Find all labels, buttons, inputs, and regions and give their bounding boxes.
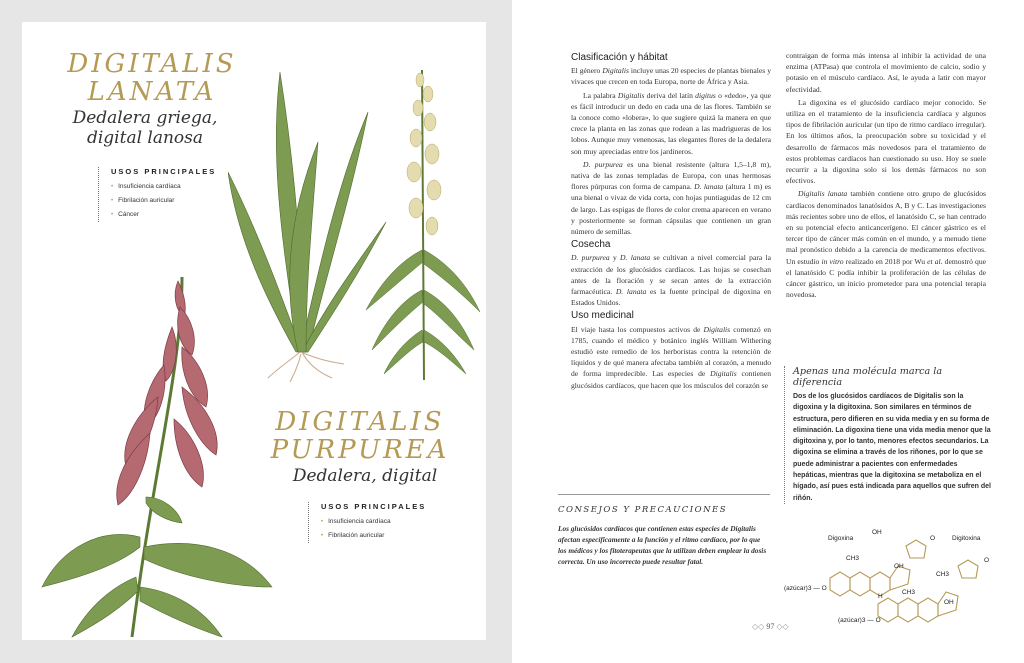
tips-box: [558, 494, 770, 567]
use-item: • Fibrilación auricular: [111, 194, 216, 208]
diagram-label-oh: OH: [944, 599, 954, 606]
column-right: [786, 50, 986, 302]
diagram-label-oh: OH: [894, 563, 904, 570]
digoxin-digitoxin-structures-diagram: [780, 516, 1005, 631]
ornament-right-icon: ◇◇: [776, 622, 789, 631]
diagram-label-ch3: CH3: [936, 571, 950, 578]
ornament-left-icon: ◇◇: [752, 622, 765, 631]
body-paragraph: El viaje hasta los compuestos activos de Digitalis comenzó en 1785, cuando el médico y botánico inglés William Withering estudió este remedio de los herboristas contra la retención de líquidos y de qué manera afectaba también al corazón, a menudo de forma impredecible. Las especies de Digitalis contienen glucósidos cardíacos, que hacen que los músculos del corazón se: [571, 324, 772, 390]
purpurea-title: [260, 408, 460, 464]
section-heading-clasificacion: Clasificación y hábitat: [571, 52, 668, 63]
purpurea-uses-heading: USOS PRINCIPALES: [321, 502, 427, 511]
diagram-label-o: O: [984, 557, 990, 564]
left-page-panel: [22, 22, 486, 640]
body-paragraph: El género Digitalis incluye unas 20 especies de plantas bienales y vivaces que crecen en toda Europa, norte de África y Asia.: [571, 66, 771, 87]
body-paragraph: D. purpurea es una bienal resistente (altura 1,5–1,8 m), nativa de las zonas templadas de Europa, con unas hermosas flores púrpuras con forma de campana. D. lanata (altura 1 m) es una bienal o vivaz de vida corta, con hojas puntiagudas de 12 cm de largo. Las espigas de flores de color crema aparecen en verano y posteriormente se forman cápsulas que contienen un gran número de semillas.: [571, 159, 771, 237]
lanata-uses-list: [111, 180, 216, 222]
lanata-title: [52, 50, 252, 106]
page-number-value: 97: [766, 622, 775, 631]
use-item: • Insuficiencia cardíaca: [321, 515, 426, 529]
diagram-label-ch3: CH3: [846, 555, 860, 562]
body-paragraph: La digoxina es el glucósido cardíaco mejor conocido. Se utiliza en el tratamiento de la insuficiencia cardíaca y algunos tipos de fibrilación auricular (un tipo de ritmo cardíaco irregular). En los últimos años, la preocupación sobre su toxicidad y el desarrollo de fármacos más novedosos para el tratamiento de estos problemas cardíacos han cuestionado su uso. Hoy se suele recurrir a la digoxina solo si los demás fármacos no son efectivos.: [786, 97, 986, 186]
purpurea-title-line1: DIGITALIS: [275, 407, 445, 437]
diagram-label-ch3: CH3: [902, 589, 916, 596]
diagram-label-o: O: [930, 535, 936, 542]
use-item: • Insuficiencia cardíaca: [111, 180, 216, 194]
section-heading-cosecha: Cosecha: [571, 239, 611, 251]
callout-heading: Apenas una molécula marca la diferencia: [793, 366, 943, 388]
digitalis-lanata-spike-illustration: [362, 50, 482, 390]
lanata-uses-heading: USOS PRINCIPALES: [111, 167, 217, 176]
lanata-uses: [98, 167, 216, 222]
body-paragraph: Digitalis lanata también contiene otro grupo de glucósidos cardíacos denominados lanatósidos A, B y C. Las investigaciones más recientes sobre uno de ellos, el lanatósido C, se han centrado en su potencial efecto anticancerígeno. El cáncer gástrico es el tercer tipo de cáncer más común en el mundo, y a menudo tiene mal pronóstico debido a la carencia de medicamentos efectivos. Un estudio in vitro realizado en 2018 por Wu et al. demostró que el lanatósido C podía inhibir la proliferación de las células de cáncer gástrico, un inicio prometedor para una potencial terapia novedosa.: [786, 189, 987, 300]
body-paragraph: La palabra Digitalis deriva del latín digitus o «dedo», ya que es fácil introducir un dedo en cada una de las flores. También se la conoce como «lobera», lo que sugiere quizá la manera en que crece la planta en las zonas que rodean a las madrigueras de los lobos. Aunque muy venenosas, las elegantes flores de la dedalera son muy apreciadas entre los jardineros.: [571, 90, 771, 156]
body-paragraph: contraigan de forma más intensa al inhibir la actividad de una enzima (ATPasa) que controla el movimiento de calcio, sodio y potasio en el músculo cardíaco. Así, le ayuda a latir con mayor efectividad.: [786, 51, 986, 94]
lanata-title-line2: LANATA: [87, 77, 217, 107]
lanata-common-names: Dedalera griega, digital lanosa: [72, 108, 218, 148]
lanata-title-line1: DIGITALIS: [67, 49, 237, 79]
use-item: • Fibrilación auricular: [321, 529, 426, 543]
callout-text: Dos de los glucósidos cardíacos de Digitalis son la digoxina y la digitoxina. Son similares en términos de estructura, pero difieren en su vida media y en su forma de eliminación. La digoxina tiene una vida media menor que la digitoxina y, por lo tanto, menores efectos secundarios. La digoxina se elimina a través de los riñones, por lo que se puede administrar a pacientes con enfermedades hepáticas, mientras que la digitoxina se metaboliza en el hígado, así pues está indicada para aquellos que sufren del riñón.: [793, 393, 991, 502]
tips-text: Los glucósidos cardíacos que contienen estas especies de Digitalis afectan específicamente a la función y el ritmo cardíaco, por lo que los médicos y los fitoterapeutas que la utilizan deben emplear la dosis correcta. Un uso incorrecto puede resultar fatal.: [558, 524, 767, 566]
digitalis-purpurea-illustration: [32, 247, 282, 642]
column-left: [571, 50, 771, 393]
section-heading-uso-medicinal: Uso medicinal: [571, 310, 634, 322]
callout-box: [784, 366, 993, 504]
diagram-label-azucar: (azúcar)3 — O: [784, 585, 827, 592]
purpurea-common-names: Dedalera, digital: [292, 466, 438, 486]
diagram-label-h: H: [878, 593, 883, 600]
purpurea-uses-list: [321, 515, 426, 543]
diagram-label-oh: OH: [872, 529, 882, 536]
diagram-label-digoxina: Digoxina: [828, 535, 854, 542]
diagram-label-digitoxina: Digitoxina: [952, 535, 981, 542]
body-paragraph: D. purpurea y D. lanata se cultivan a nivel comercial para la extracción de los glucósidos cardíacos. Las hojas se cosechan antes de la floración y se secan antes de la extracción farmacéutica. D. lanata es la fuente principal de digoxina en Estados Unidos.: [571, 253, 771, 308]
tips-heading: CONSEJOS Y PRECAUCIONES: [558, 505, 728, 515]
purpurea-title-line2: PURPUREA: [270, 435, 450, 465]
diagram-label-azucar: (azúcar)3 — O: [838, 617, 881, 624]
page-number: [752, 622, 789, 631]
use-item: • Cáncer: [111, 208, 216, 222]
purpurea-uses: [308, 502, 426, 543]
